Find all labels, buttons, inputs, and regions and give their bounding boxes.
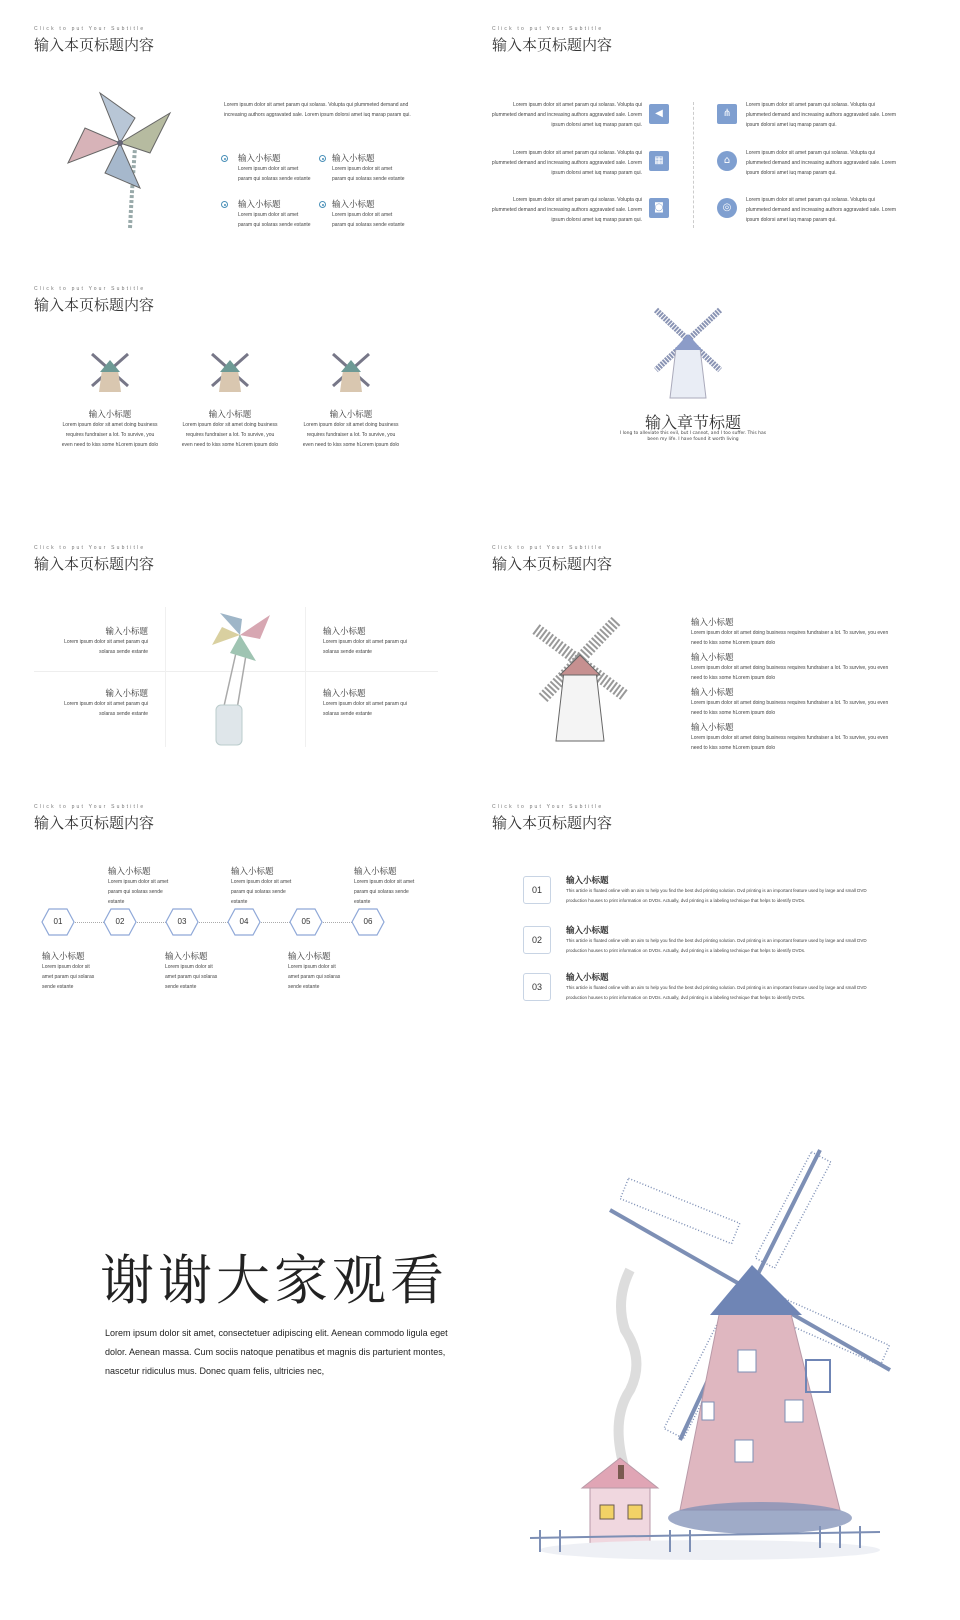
item-text: param qui solaras sende estante: [332, 222, 405, 228]
section-caption: I long to alleviate this evil, but I cannot, and I too suffer. This has been my life. I have found it worth living: [619, 431, 767, 442]
slide-title: 输入本页标题内容: [34, 555, 155, 573]
item-text: Lorem ipsum dolor sit amet: [332, 166, 393, 172]
item-text: param qui solaras sende estante: [238, 176, 311, 182]
bullet-dot: [319, 201, 326, 208]
slide-subtitle: Click to put Your Subtitle: [34, 286, 146, 292]
number-box: 02: [523, 926, 551, 954]
feature-text-right: Lorem ipsum dolor sit amet param qui solaras. Volupta qui plummeted demand and increasing authors aggravated sale. Lorem ipsum dolorsi amet iuq marap param qui.: [746, 102, 897, 128]
feature-block: 输入小标题 Lorem ipsum dolor sit amet param qui solaras sende estante: [323, 687, 443, 719]
network-icon: ⋔: [717, 104, 737, 124]
slide-title: 输入本页标题内容: [492, 36, 613, 54]
feature-text-left: Lorem ipsum dolor sit amet param qui solaras. Volupta qui plummeted demand and increasing authors aggravated sale. Lorem ipsum dolorsi amet iuq marap param qui.: [491, 102, 642, 128]
timeline-hexagon: 05: [289, 908, 323, 936]
feature-card: 输入小标题 Lorem ipsum dolor sit amet doing business requires fundraiser a lot. To survive, you even need to kiss some hLorem ipsum dolo: [293, 408, 409, 450]
section-title: 输入章节标题: [644, 413, 741, 432]
slide-1: [0, 0, 460, 250]
list-item: [332, 152, 405, 184]
timeline-item-top: 输入小标题 Lorem ipsum dolor sit amet param qui solaras sende estante: [231, 867, 292, 905]
slide-3: [0, 260, 460, 510]
list-item: [332, 198, 405, 230]
vertical-divider: [305, 607, 306, 747]
windmill-sketch-illustration: [530, 615, 630, 747]
windmill-house-illustration: [520, 1140, 910, 1590]
list-item: [238, 152, 311, 184]
item-heading: 输入小标题: [323, 689, 366, 699]
item-heading: 输入小标题: [105, 627, 148, 637]
item-heading: 输入小标题: [691, 618, 734, 628]
item-heading: 输入小标题: [691, 653, 734, 663]
feature-text-right: Lorem ipsum dolor sit amet param qui solaras. Volupta qui plummeted demand and increasing authors aggravated sale. Lorem ipsum dolorsi amet iuq marap param qui.: [746, 197, 897, 223]
slide-subtitle: Click to put Your Subtitle: [492, 804, 604, 810]
timeline-item-top: 输入小标题 Lorem ipsum dolor sit amet param qui solaras sende estante: [354, 867, 415, 905]
text-item: 输入小标题 Lorem ipsum dolor sit amet doing business requires fundraiser a lot. To survive, you even need to kiss some hLorem ipsum dolo: [691, 616, 891, 648]
numbered-item: 输入小标题 This article is floated online with an aim to help you find the best dvd printing solution. Dvd printing is an important feature used by large and small DVD production houses to print information on DVDs. Actually, dvd printing is a labeling technique that helps to identify DVDs.: [566, 973, 867, 1000]
item-heading: 输入小标题: [238, 200, 281, 210]
slide-subtitle: Click to put Your Subtitle: [492, 26, 604, 32]
feature-block: 输入小标题 Lorem ipsum dolor sit amet param qui solaras sende estante: [40, 625, 148, 657]
vertical-divider: [693, 102, 694, 228]
feature-block: 输入小标题 Lorem ipsum dolor sit amet param qui solaras sende estante: [40, 687, 148, 719]
slide-title: 输入本页标题内容: [34, 296, 155, 314]
bullet-dot: [221, 155, 228, 162]
timeline-hexagon: 01: [41, 908, 75, 936]
slide-6: [458, 519, 918, 769]
speaker-icon: ◀: [649, 104, 669, 124]
item-text: Lorem ipsum dolor sit amet: [238, 166, 299, 172]
timeline-hexagon: 04: [227, 908, 261, 936]
text-item: 输入小标题 Lorem ipsum dolor sit amet doing business requires fundraiser a lot. To survive, you even need to kiss some hLorem ipsum dolo: [691, 721, 891, 753]
item-text: Lorem ipsum dolor sit amet: [238, 212, 299, 218]
slide-4: [458, 260, 918, 510]
slide-subtitle: Click to put Your Subtitle: [34, 545, 146, 551]
pinwheel-illustration: [60, 88, 180, 238]
item-heading: 输入小标题: [691, 688, 734, 698]
feature-block: 输入小标题 Lorem ipsum dolor sit amet param qui solaras sende estante: [323, 625, 443, 657]
feature-card: 输入小标题 Lorem ipsum dolor sit amet doing business requires fundraiser a lot. To survive, you even need to kiss some hLorem ipsum dolo: [52, 408, 168, 450]
item-heading: 输入小标题: [323, 627, 366, 637]
timeline-hexagon: 03: [165, 908, 199, 936]
item-text: Lorem ipsum dolor sit amet: [332, 212, 393, 218]
bullet-dot: [319, 155, 326, 162]
final-slide: [0, 1050, 960, 1610]
text-item: 输入小标题 Lorem ipsum dolor sit amet doing business requires fundraiser a lot. To survive, you even need to kiss some hLorem ipsum dolo: [691, 686, 891, 718]
home-icon: ⌂: [717, 151, 737, 171]
timeline-item-bottom: 输入小标题 Lorem ipsum dolor sit amet param qui solaras sende estante: [165, 952, 218, 990]
vertical-divider: [165, 607, 166, 747]
windmill-icon: [329, 350, 373, 394]
windmill-icon: [88, 350, 132, 394]
slide-subtitle: Click to put Your Subtitle: [492, 545, 604, 551]
item-heading: 输入小标题: [691, 723, 734, 733]
bullet-dot: [221, 201, 228, 208]
timeline-item-bottom: 输入小标题 Lorem ipsum dolor sit amet param qui solaras sende estante: [42, 952, 95, 990]
slide-subtitle: Click to put Your Subtitle: [34, 26, 146, 32]
number-box: 03: [523, 973, 551, 1001]
item-heading: 输入小标题: [329, 410, 373, 420]
item-heading: 输入小标题: [88, 410, 132, 420]
slide-title: 输入本页标题内容: [492, 814, 613, 832]
list-item: [238, 198, 311, 230]
slide-subtitle: Click to put Your Subtitle: [34, 804, 146, 810]
slide-8: [458, 778, 918, 1028]
feature-text-left: Lorem ipsum dolor sit amet param qui solaras. Volupta qui plummeted demand and increasing authors aggravated sale. Lorem ipsum dolorsi amet iuq marap param qui.: [491, 150, 642, 176]
timeline-hexagon: 06: [351, 908, 385, 936]
windmill-illustration: [648, 300, 728, 400]
feature-card: 输入小标题 Lorem ipsum dolor sit amet doing business requires fundraiser a lot. To survive, you even need to kiss some hLorem ipsum dolo: [172, 408, 288, 450]
thank-you-title: 谢谢大家观看: [100, 1249, 448, 1312]
item-heading: 输入小标题: [332, 154, 375, 164]
timeline-hexagon: 02: [103, 908, 137, 936]
item-heading: 输入小标题: [105, 689, 148, 699]
ticket-icon: ▦: [649, 151, 669, 171]
slide-5: [0, 519, 460, 769]
intro-paragraph: Lorem ipsum dolor sit amet param qui solaras. Volupta qui plummeted demand and increasing authors aggravated sale. Lorem ipsum dolorsi amet iuq marap param qui.: [224, 102, 411, 118]
feature-text-right: Lorem ipsum dolor sit amet param qui solaras. Volupta qui plummeted demand and increasing authors aggravated sale. Lorem ipsum dolorsi amet iuq marap param qui.: [746, 150, 897, 176]
text-item: 输入小标题 Lorem ipsum dolor sit amet doing business requires fundraiser a lot. To survive, you even need to kiss some hLorem ipsum dolo: [691, 651, 891, 683]
slide-title: 输入本页标题内容: [34, 814, 155, 832]
wifi-icon: ◎: [717, 198, 737, 218]
slide-7: [0, 778, 460, 1028]
item-heading: 输入小标题: [332, 200, 375, 210]
item-text: param qui solaras sende estante: [332, 176, 405, 182]
numbered-item: 输入小标题 This article is floated online with an aim to help you find the best dvd printing solution. Dvd printing is an important feature used by large and small DVD production houses to print information on DVDs. Actually, dvd printing is a labeling technique that helps to identify DVDs.: [566, 926, 867, 953]
numbered-item: 输入小标题 This article is floated online with an aim to help you find the best dvd printing solution. Dvd printing is an important feature used by large and small DVD production houses to print information on DVDs. Actually, dvd printing is a labeling technique that helps to identify DVDs.: [566, 876, 867, 903]
number-box: 01: [523, 876, 551, 904]
slide-title: 输入本页标题内容: [492, 555, 613, 573]
pinwheel-vase-illustration: [200, 605, 280, 749]
feature-text-left: Lorem ipsum dolor sit amet param qui solaras. Volupta qui plummeted demand and increasing authors aggravated sale. Lorem ipsum dolorsi amet iuq marap param qui.: [491, 197, 642, 223]
closing-paragraph: Lorem ipsum dolor sit amet, consectetuer adipiscing elit. Aenean commodo ligula eget dolor. Aenean massa. Cum sociis natoque penatibus et magnis dis parturient montes, nascetur ridiculus mus. Donec quam felis, ultricies nec,: [105, 1328, 448, 1376]
timeline-item-bottom: 输入小标题 Lorem ipsum dolor sit amet param qui solaras sende estante: [288, 952, 341, 990]
slide-title: 输入本页标题内容: [34, 36, 155, 54]
item-heading: 输入小标题: [208, 410, 252, 420]
slide-2: [458, 0, 918, 250]
item-text: param qui solaras sende estante: [238, 222, 311, 228]
timeline-item-top: 输入小标题 Lorem ipsum dolor sit amet param qui solaras sende estante: [108, 867, 169, 905]
camera-icon: ◙: [649, 198, 669, 218]
item-heading: 输入小标题: [238, 154, 281, 164]
windmill-icon: [208, 350, 252, 394]
